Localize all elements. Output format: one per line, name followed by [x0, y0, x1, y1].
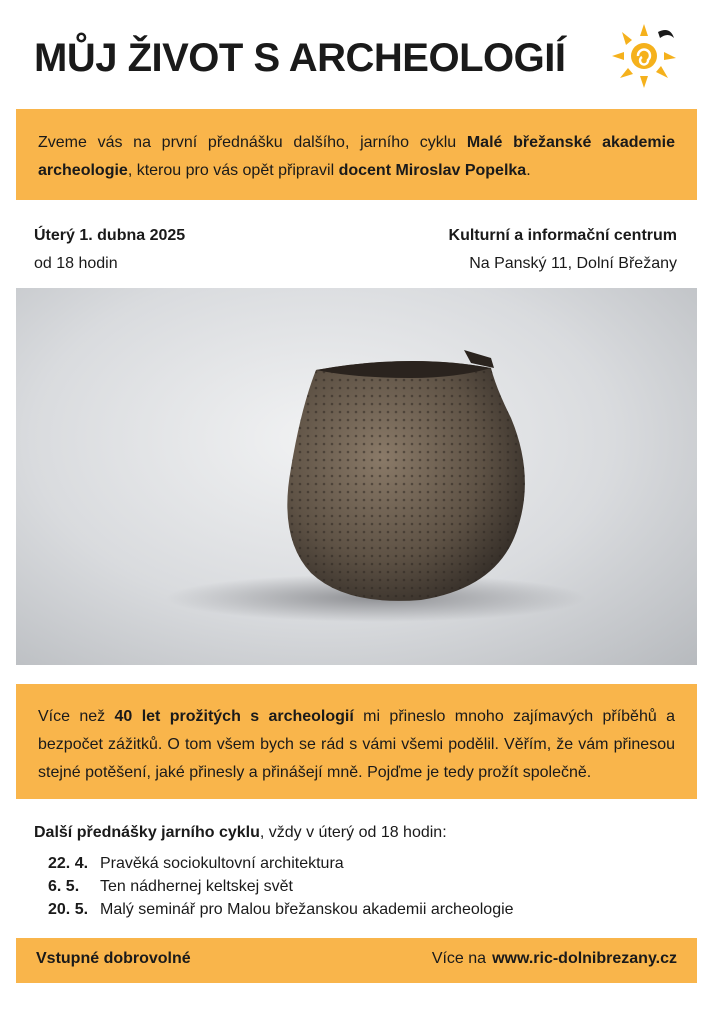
more-info: Více na www.ric-dolnibrezany.cz — [431, 950, 677, 967]
list-item: 22. 4. Pravěká sociokultovní architektura — [48, 855, 344, 872]
event-datetime — [34, 222, 185, 278]
event-time: od 18 hodin — [34, 255, 118, 272]
series-list — [48, 852, 514, 921]
pottery-photo — [16, 288, 697, 665]
intro-band — [16, 109, 697, 200]
event-venue: Kulturní a informační centrum — [448, 227, 677, 244]
sun-logo-icon — [608, 20, 680, 92]
quote-band — [16, 684, 697, 799]
series-heading: Další přednášky jarního cyklu, vždy v úterý od 18 hodin: — [34, 824, 447, 841]
event-date: Úterý 1. dubna 2025 — [34, 227, 186, 244]
intro-text: Zveme vás na první přednášku dalšího, jarního cyklu Malé břežanské akademie archeologie, kterou pro vás opět připravil docent Miroslav Popelka. — [38, 134, 676, 179]
website-link[interactable]: www.ric-dolnibrezany.cz — [492, 950, 677, 967]
page-title: MŮJ ŽIVOT S ARCHEOLOGIÍ — [34, 36, 566, 80]
list-item: 6. 5. Ten nádhernej keltskej svět — [48, 878, 293, 895]
lecture-series — [34, 822, 514, 921]
event-location — [449, 222, 677, 278]
list-item: 20. 5. Malý seminář pro Malou břežanskou akademii archeologie — [48, 901, 514, 918]
footer-band — [16, 938, 697, 983]
event-address: Na Panský 11, Dolní Břežany — [469, 255, 677, 272]
entry-fee: Vstupné dobrovolné — [36, 950, 191, 967]
quote-text: Více než 40 let prožitých s archeologií mi přineslo mnoho zajímavých příběhů a bezpočet zážitků. O tom všem bych se rád s vámi všemi podělil. Věřím, že vám přinesou stejné potěšení, jaké přinesly a přinášejí mně. Pojďme je tedy prožít společně. — [38, 708, 675, 781]
